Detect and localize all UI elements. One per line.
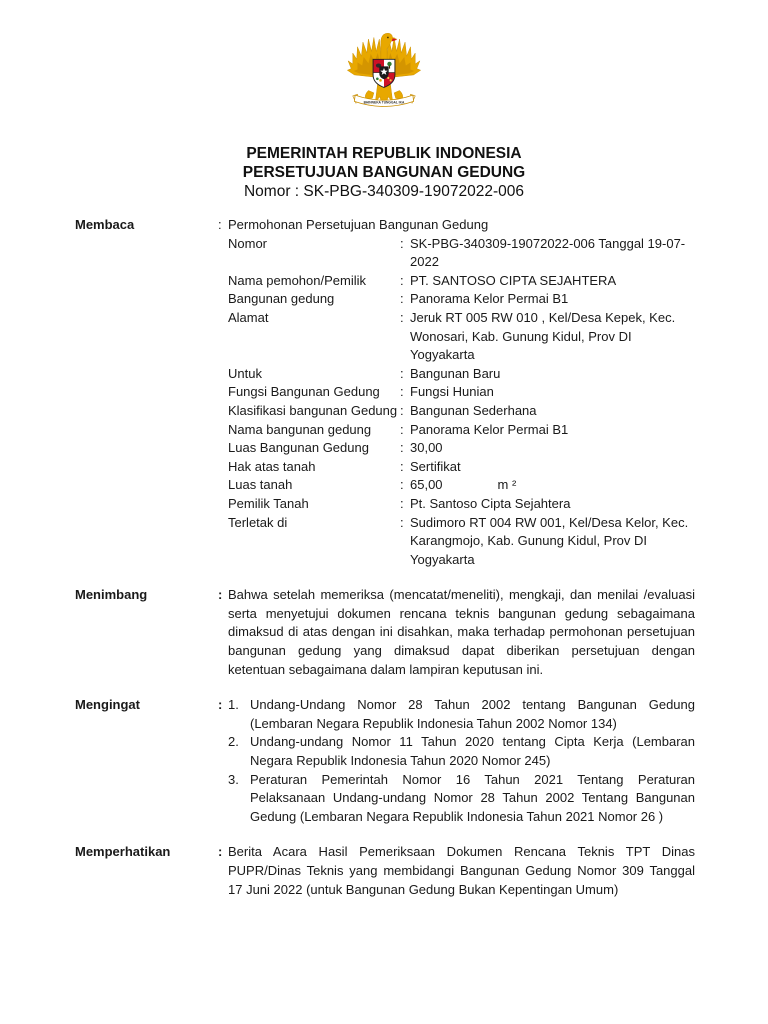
row-label: Terletak di: [228, 514, 288, 530]
colon: :: [400, 477, 404, 493]
row-label: Untuk: [228, 365, 262, 381]
section-label-menimbang: Menimbang: [75, 587, 148, 603]
garuda-pancasila-icon: [345, 28, 423, 114]
garuda-foot-left: [365, 91, 374, 100]
list-item: [228, 696, 695, 733]
colon: :: [400, 235, 404, 251]
row-label: Klasifikasi bangunan Gedung: [228, 402, 398, 418]
row-label: Alamat: [228, 309, 269, 325]
list-number: 3.: [228, 771, 239, 787]
section-memperhatikan: [75, 843, 695, 899]
table-row: [228, 495, 695, 514]
row-label: Luas tanah: [228, 477, 293, 493]
colon: :: [400, 458, 404, 474]
area-unit: m ²: [497, 477, 517, 493]
table-row: [228, 421, 695, 440]
colon: :: [400, 402, 404, 418]
row-value: 30,00: [410, 440, 443, 456]
colon: :: [400, 365, 404, 381]
list-item: [228, 733, 695, 770]
row-value: Panorama Kelor Permai B1: [410, 421, 569, 437]
row-label: Bangunan gedung: [228, 291, 335, 307]
list-item: [228, 771, 695, 827]
table-row: [228, 290, 695, 309]
table-row: [228, 458, 695, 477]
row-value: Panorama Kelor Permai B1: [410, 291, 569, 307]
row-value: 65,00: [410, 477, 443, 493]
section-mengingat: [75, 696, 695, 826]
section-membaca: [75, 216, 695, 569]
membaca-rows: [218, 235, 695, 570]
membaca-intro-line: [218, 216, 695, 235]
table-row: [228, 476, 695, 495]
table-row: [228, 402, 695, 421]
row-value: Fungsi Hunian: [410, 384, 494, 400]
row-value: PT. SANTOSO CIPTA SEJAHTERA: [410, 272, 617, 288]
table-row: [228, 439, 695, 458]
membaca-intro: Permohonan Persetujuan Bangunan Gedung: [228, 217, 489, 232]
list-number: 1.: [228, 697, 239, 713]
table-row: [228, 272, 695, 291]
table-row: [228, 514, 695, 570]
title-government: PEMERINTAH REPUBLIK INDONESIA: [246, 145, 522, 162]
row-value: Jeruk RT 005 RW 010 , Kel/Desa Kepek, Kec. Wonosari, Kab. Gunung Kidul, Prov DI Yogyakarta: [410, 309, 676, 363]
list-text: Undang-undang Nomor 11 Tahun 2020 tentang Cipta Kerja (Lembaran Negara Republik Indonesia Tahun 2020 Nomor 245): [250, 734, 695, 769]
row-label: Nomor: [228, 235, 268, 251]
colon: :: [400, 440, 404, 456]
colon: :: [400, 309, 404, 325]
pancasila-shield: [373, 59, 395, 88]
table-row: [228, 383, 695, 402]
row-value: Bangunan Sederhana: [410, 402, 537, 418]
menimbang-paragraph: Bahwa setelah memeriksa (mencatat/meneliti), mengkaji, dan menilai /evaluasi serta menyetujui dokumen rencana teknis bangunan gedung sebagaimana dimaksud di atas dengan ini disahkan, maka terhadap permohonan persetujuan bangunan gedung yang dimaksud dapat diberikan persetujuan dengan ketentuan sebagaimana dalam lampiran keputusan ini.: [228, 587, 695, 677]
colon: :: [218, 217, 222, 232]
row-label: Nama pemohon/Pemilik: [228, 272, 367, 288]
colon: :: [400, 421, 404, 437]
colon: :: [218, 587, 223, 603]
row-label: Fungsi Bangunan Gedung: [228, 384, 380, 400]
section-label-membaca: Membaca: [75, 217, 135, 232]
memperhatikan-paragraph: Berita Acara Hasil Pemeriksaan Dokumen Rencana Teknis TPT Dinas PUPR/Dinas Teknis yang membidangi Bangunan Gedung Nomor 309 Tanggal 17 Juni 2022 (untuk Bangunan Gedung Bukan Kepentingan Umum): [228, 844, 695, 897]
emblem-motto: BHINNEKA TUNGGAL IKA: [363, 100, 405, 105]
list-text: Peraturan Pemerintah Nomor 16 Tahun 2021 Tentang Peraturan Pelaksanaan Undang-undang Nomor 28 Tahun 2002 Tentang Bangunan Gedung (Lembaran Negara Republik Indonesia Tahun 2021 Nomor 26 ): [250, 771, 695, 824]
colon: :: [400, 514, 404, 530]
colon: :: [400, 272, 404, 288]
colon: :: [218, 844, 223, 860]
table-row: [228, 235, 695, 272]
list-text: Undang-Undang Nomor 28 Tahun 2002 tentang Bangunan Gedung (Lembaran Negara Republik Indonesia Tahun 2002 Nomor 134): [250, 697, 695, 731]
section-label-mengingat: Mengingat: [75, 697, 140, 713]
colon: :: [400, 291, 404, 307]
row-label: Nama bangunan gedung: [228, 421, 372, 437]
document-body: [75, 216, 695, 899]
list-number: 2.: [228, 734, 239, 750]
table-row: [228, 365, 695, 384]
document-number: Nomor : SK-PBG-340309-19072022-006: [243, 183, 525, 200]
row-label: Luas Bangunan Gedung: [228, 440, 369, 456]
section-menimbang: [75, 586, 695, 679]
row-label: Hak atas tanah: [228, 458, 316, 474]
row-value: SK-PBG-340309-19072022-006 Tanggal 19-07-2022: [410, 235, 686, 270]
mengingat-list: [228, 696, 695, 826]
table-row: [228, 309, 695, 365]
colon: :: [400, 495, 404, 511]
row-value: Bangunan Baru: [410, 365, 501, 381]
section-label-memperhatikan: Memperhatikan: [75, 844, 171, 860]
row-value: Sudimoro RT 004 RW 001, Kel/Desa Kelor, Kec. Karangmojo, Kab. Gunung Kidul, Prov DI Yogyakarta: [410, 514, 689, 567]
row-value: Pt. Santoso Cipta Sejahtera: [410, 495, 571, 511]
row-label: Pemilik Tanah: [228, 495, 309, 511]
title-document: PERSETUJUAN BANGUNAN GEDUNG: [242, 164, 526, 181]
garuda-foot-right: [394, 91, 403, 100]
title-block: [0, 144, 768, 201]
colon: :: [400, 384, 404, 400]
row-value: Sertifikat: [410, 458, 461, 474]
colon: :: [218, 697, 223, 713]
membaca-content: [218, 216, 695, 569]
